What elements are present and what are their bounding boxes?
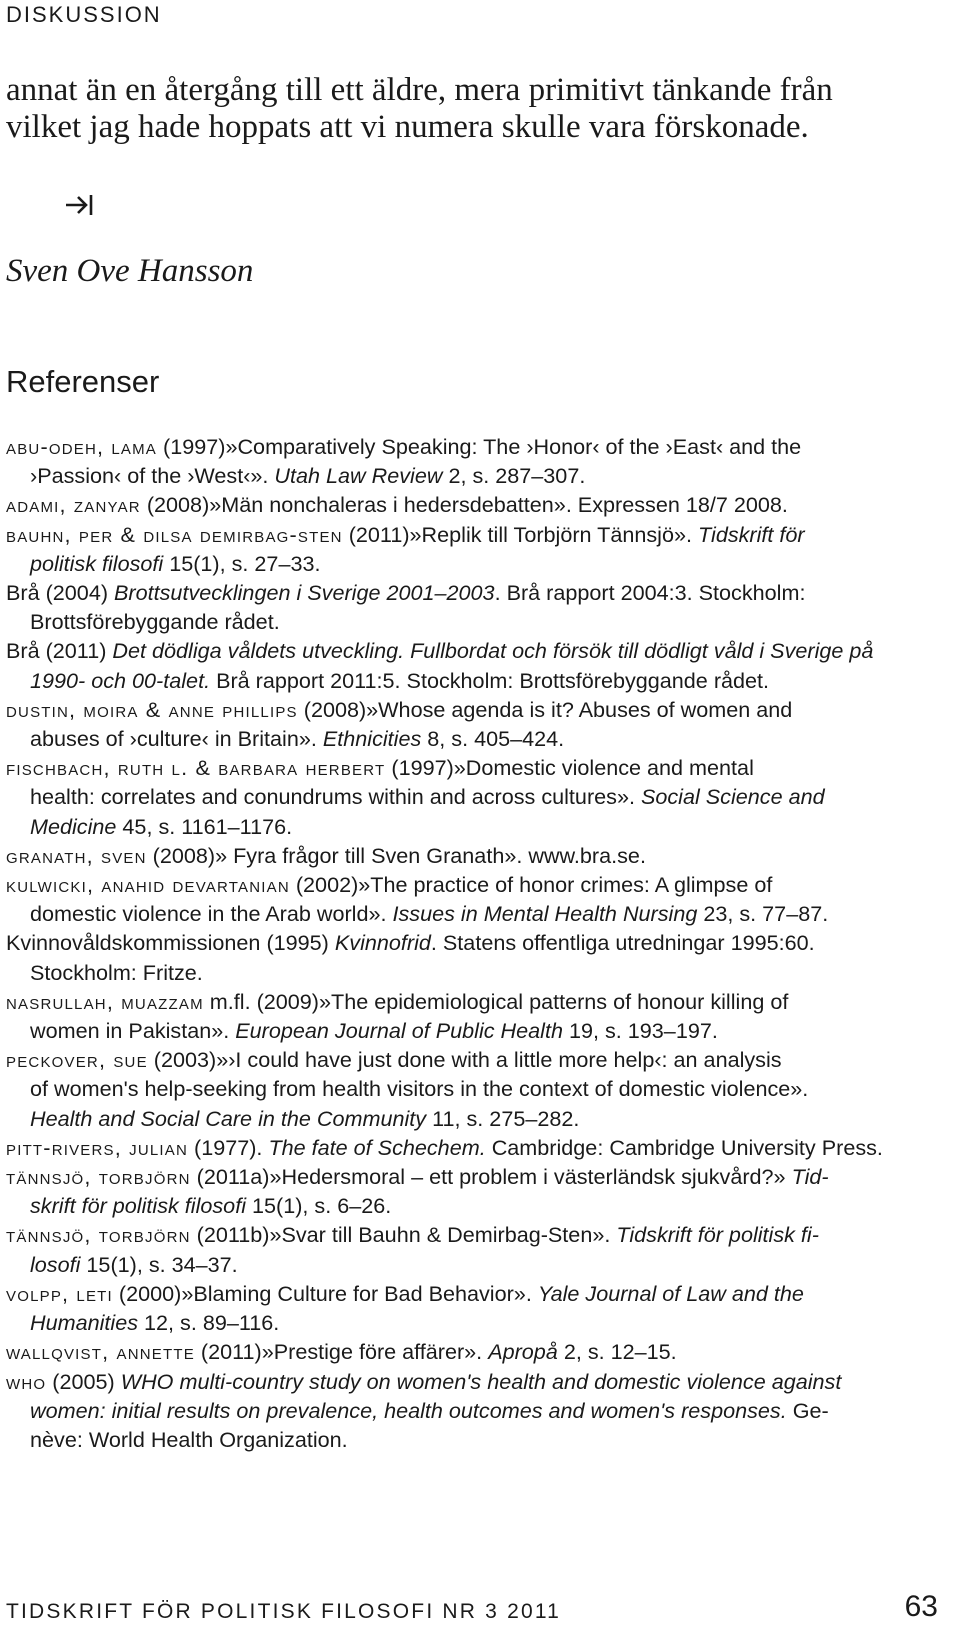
reference-text: 12, s. 89–116. — [138, 1310, 280, 1336]
reference-text: 15(1), s. 27–33. — [163, 550, 321, 576]
reference-entry — [6, 1045, 950, 1133]
reference-text: Brå (2004) — [6, 580, 115, 606]
reference-title: Issues in Mental Health Nursing — [392, 901, 698, 927]
reference-text: 15(1), s. 6–26. — [246, 1193, 392, 1219]
reference-entry — [6, 520, 950, 578]
reference-author: dustin, moira & anne phillips — [6, 696, 298, 722]
reference-list — [6, 432, 950, 1454]
reference-text: (2011b)»Svar till Bauhn & Demirbag-Sten». — [190, 1222, 617, 1248]
reference-text: 19, s. 193–197. — [562, 1018, 718, 1044]
intro-line: vilket jag hade hoppats att vi numera skulle vara förskonade. — [6, 109, 809, 145]
reference-text: . Statens offentliga utredningar 1995:60. Stockholm: Fritze. — [30, 930, 815, 985]
reference-text: (2011a)»Hedersmoral – ett problem i västerländsk sjukvård?» — [190, 1164, 792, 1190]
reference-entry — [6, 870, 950, 928]
reference-entry — [6, 1367, 950, 1455]
reference-entry — [6, 987, 950, 1045]
reference-title: European Journal of Public Health — [235, 1018, 563, 1044]
reference-text: Brå rapport 2011:5. Stockholm: Brottsförebyggande rådet. — [210, 667, 770, 693]
reference-author: wallqvist, annette — [6, 1339, 195, 1365]
reference-author: tännsjö, torbjörn — [6, 1164, 191, 1190]
reference-author: adami, zanyar — [6, 492, 141, 518]
reference-text: (2008)»Män nonchaleras i hedersdebatten». Expressen 18/7 2008. — [140, 492, 788, 518]
reference-text: Ge- nève: World Health Organization. — [30, 1397, 829, 1452]
reference-entry — [6, 1279, 950, 1337]
reference-text: 2, s. 12–15. — [557, 1339, 677, 1365]
reference-title: The fate of Schechem. — [268, 1134, 486, 1160]
reference-author: who — [6, 1368, 47, 1394]
reference-text: 11, s. 275–282. — [426, 1105, 580, 1131]
reference-text: Kvinnovåldskommissionen (1995) — [6, 930, 335, 956]
intro-paragraph — [6, 72, 946, 146]
reference-author: bauhn, per & dilsa demirbag-sten — [6, 521, 343, 547]
reference-text: (2002)»The practice of honor crimes: A glimpse of domestic violence in the Arab world». — [30, 872, 773, 927]
reference-text: (2000)»Blaming Culture for Bad Behavior». — [112, 1280, 538, 1306]
reference-author: granath, sven — [6, 842, 147, 868]
reference-title: Det dödliga våldets utveckling. Fullbordat och försök till dödligt våld i Sverige på 1990- och 00-talet. — [30, 638, 874, 693]
reference-title: Apropå — [488, 1339, 558, 1365]
reference-text: . Brå rapport 2004:3. Stockholm: Brottsförebyggande rådet. — [30, 580, 806, 635]
reference-text: (1977). — [188, 1134, 269, 1160]
reference-author: kulwicki, anahid devartanian — [6, 872, 290, 898]
reference-entry — [6, 1337, 950, 1366]
reference-text: (2011)»Prestige före affärer». — [194, 1339, 489, 1365]
reference-title: Utah Law Review — [274, 463, 443, 489]
reference-title: Health and Social Care in the Community — [30, 1105, 427, 1131]
reference-title: Brottsutvecklingen i Sverige 2001–2003 — [114, 580, 495, 606]
reference-text: 8, s. 405–424. — [421, 726, 565, 752]
reference-text: m.fl. (2009)»The epidemiological patterns of honour killing of women in Pakistan». — [30, 988, 789, 1044]
reference-text: 45, s. 1161–1176. — [116, 813, 293, 839]
reference-author: fischbach, ruth l. & barbara herbert — [6, 755, 386, 781]
reference-title: Tidskrift för politisk fi- losofi — [30, 1222, 819, 1277]
reference-text: (1997)»Domestic violence and mental health: correlates and conundrums within and across cultures». — [30, 755, 754, 810]
journal-footer: TIDSKRIFT FÖR POLITISK FILOSOFI NR 3 2011 — [6, 1600, 562, 1623]
reference-title: Social Science and Medicine — [30, 784, 825, 839]
reference-entry — [6, 753, 950, 841]
reference-title: Yale Journal of Law and the Humanities — [30, 1280, 804, 1336]
reference-entry — [6, 695, 950, 753]
section-label: DISKUSSION — [6, 2, 162, 27]
reference-title: Ethnicities — [322, 726, 422, 752]
reference-author: abu-odeh, lama — [6, 434, 158, 459]
reference-text: Cambridge: Cambridge University Press. — [485, 1134, 883, 1160]
reference-text: (2005) — [46, 1368, 121, 1394]
reference-author: tännsjö, torbjörn — [6, 1222, 191, 1248]
reference-title: WHO multi-country study on women's health and domestic violence against women: initial results on prevalence, health outcomes and women's responses. — [30, 1368, 842, 1423]
reference-entry — [6, 928, 950, 986]
reference-entry — [6, 490, 950, 519]
reference-author: nasrullah, muazzam — [6, 988, 204, 1014]
reference-text: (2008)» Fyra frågor till Sven Granath». www.bra.se. — [146, 842, 646, 868]
reference-text: (2003)»›I could have just done with a little more help‹: an analysis of women's help-seeking from health visitors in the context of domestic violence». — [30, 1047, 809, 1102]
reference-entry — [6, 1220, 950, 1278]
reference-author: volpp, leti — [6, 1280, 113, 1306]
reference-entry — [6, 636, 950, 694]
reference-text: 2, s. 287–307. — [442, 463, 586, 489]
page-number: 63 — [904, 1590, 938, 1623]
reference-text: (2008)»Whose agenda is it? Abuses of women and abuses of ›culture‹ in Britain». — [30, 696, 793, 752]
author-name: Sven Ove Hansson — [6, 253, 254, 289]
reference-title: Tid- skrift för politisk filosofi — [30, 1164, 829, 1219]
reference-entry — [6, 578, 950, 636]
reference-entry — [6, 1162, 950, 1220]
reference-text: 15(1), s. 34–37. — [80, 1251, 238, 1277]
reference-entry — [6, 841, 950, 870]
reference-text: 23, s. 77–87. — [697, 901, 829, 927]
reference-author: pitt-rivers, julian — [6, 1134, 189, 1160]
intro-line: annat än en återgång till ett äldre, mera primitivt tänkande från — [6, 72, 833, 108]
reference-author: peckover, sue — [6, 1047, 148, 1073]
reference-text: (1997)»Comparatively Speaking: The ›Honor‹ of the ›East‹ and the ›Passion‹ of the ›West‹». — [30, 434, 802, 489]
reference-entry — [6, 1133, 950, 1162]
reference-text: Brå (2011) — [6, 638, 113, 664]
reference-entry — [6, 432, 950, 490]
references-heading: Referenser — [6, 364, 160, 399]
reference-text: (2011)»Replik till Torbjörn Tännsjö». — [342, 521, 699, 547]
reference-title: Kvinnofrid — [334, 930, 431, 956]
reference-title: Tidskrift för politisk filosofi — [30, 521, 805, 576]
end-of-article-arrow-icon — [64, 190, 94, 220]
